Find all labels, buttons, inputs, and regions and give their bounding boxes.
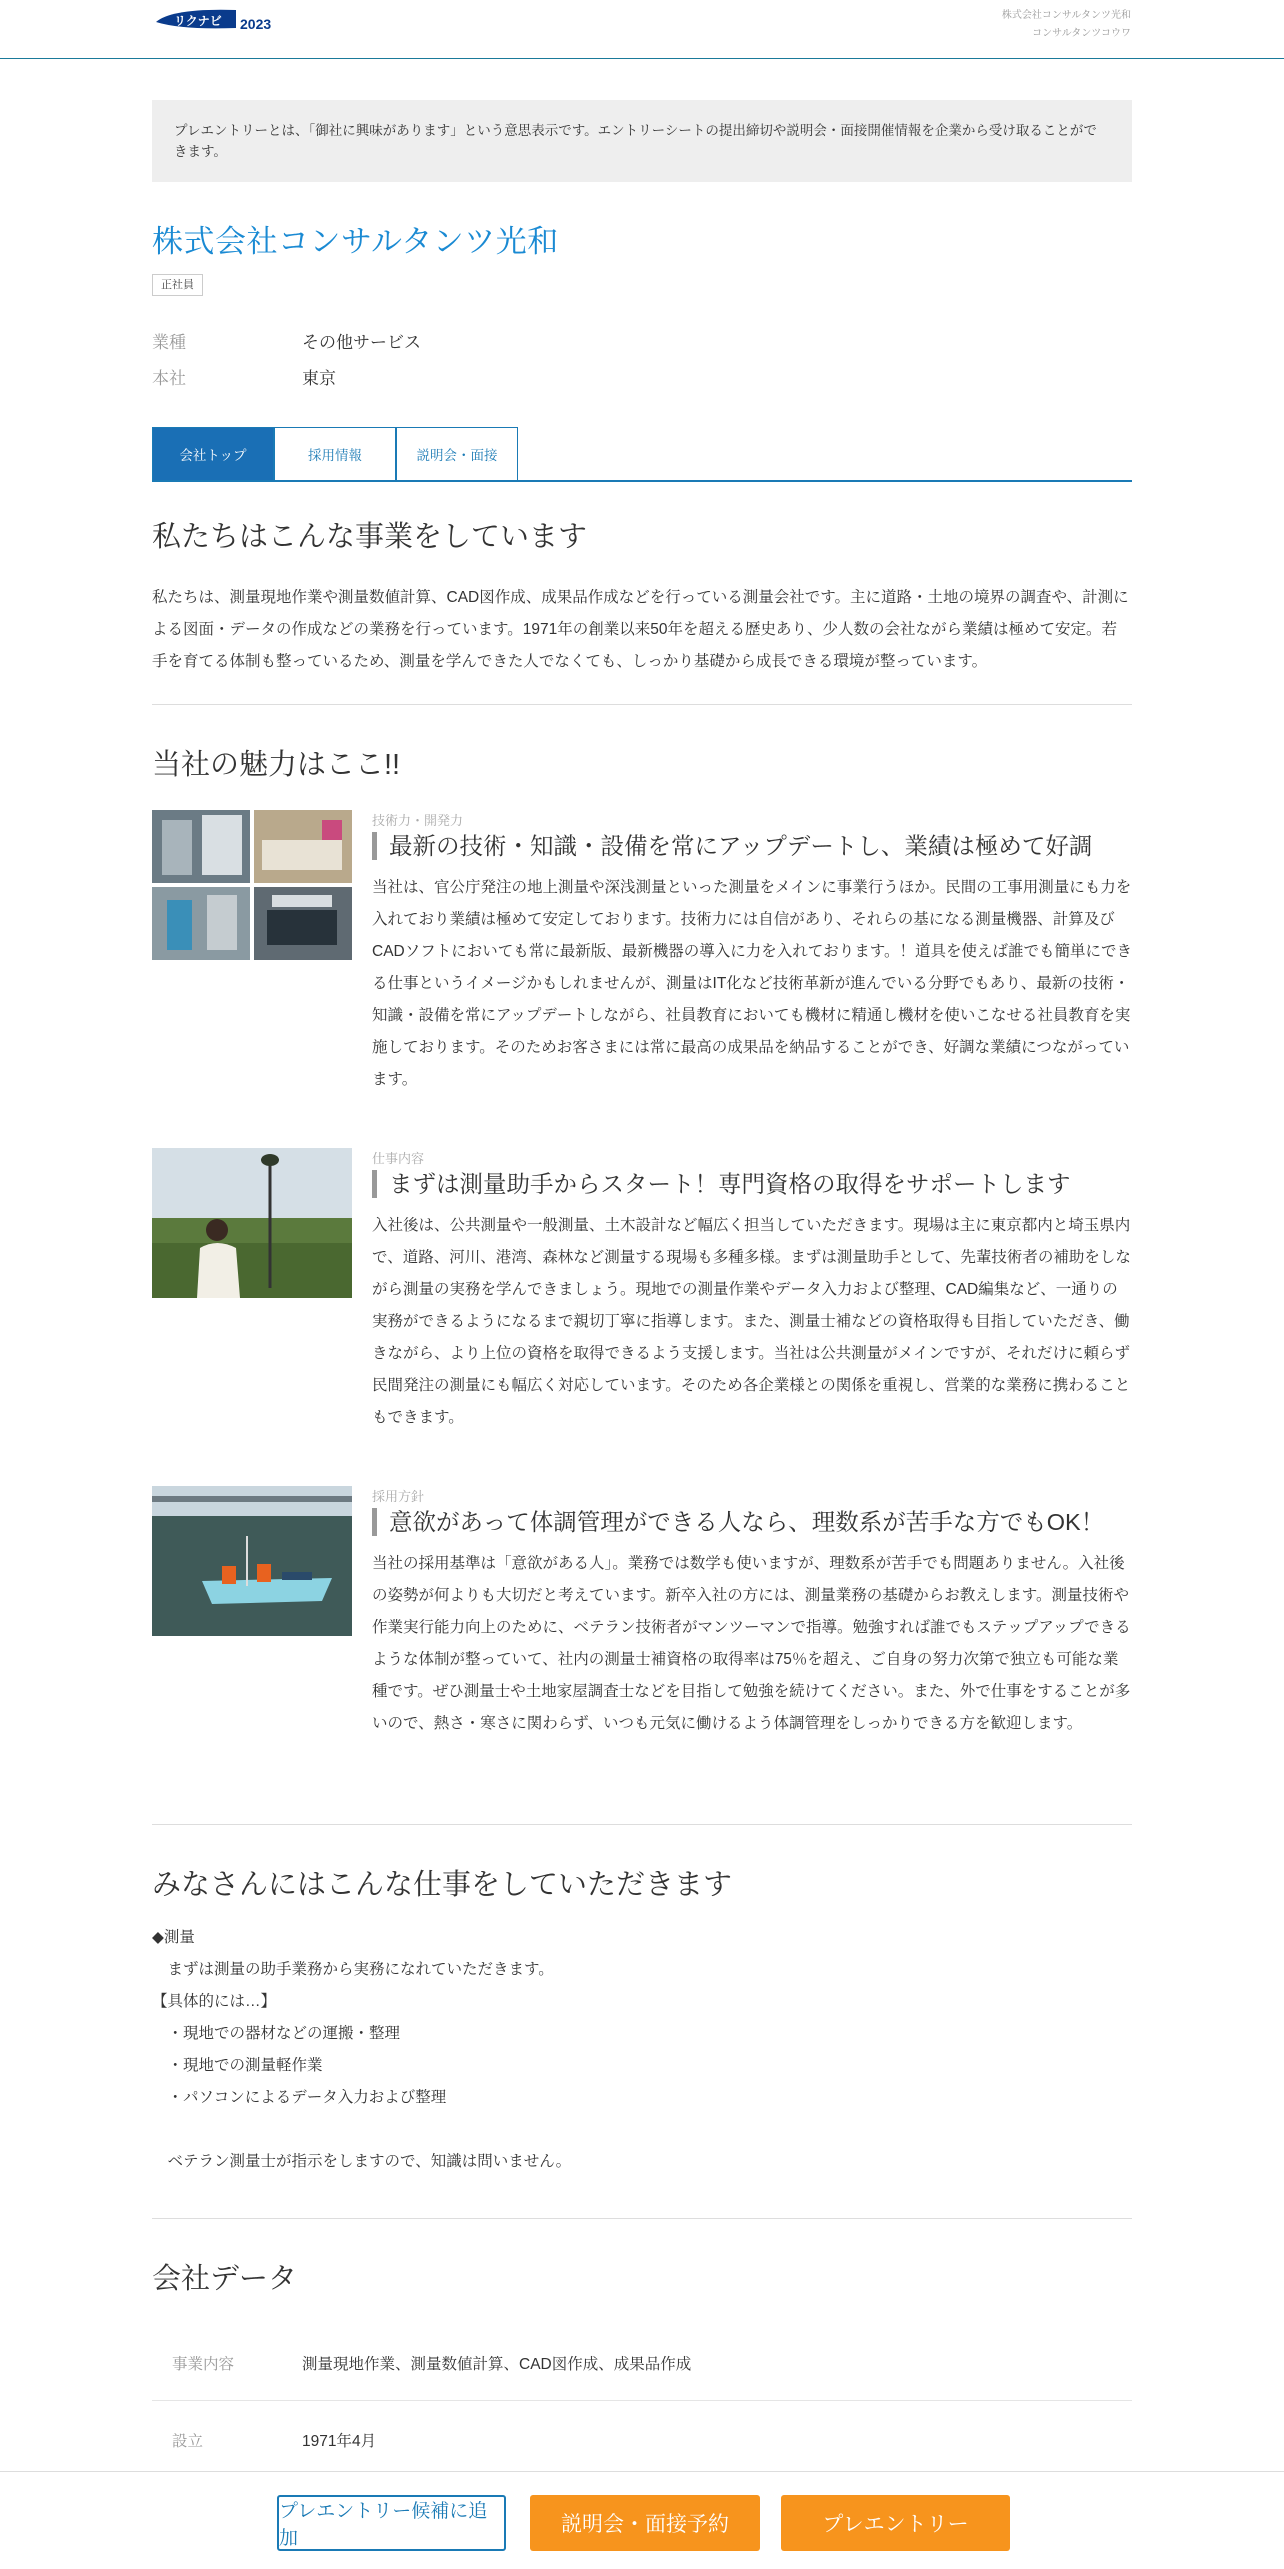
work-title: みなさんにはこんな仕事をしていただきます [152,1869,733,1901]
charm-heading: まずは測量助手からスタート！専門資格の取得をサポートします [372,1170,1071,1198]
work-line: ベテラン測量士が指示をしますので、知識は問いません。 [152,2153,572,2170]
data-value: 測量現地作業、測量数値計算、CAD図作成、成果品作成 [302,2356,692,2373]
data-row-founded [152,2401,1132,2478]
work-line: ・現地での器材などの運搬・整理 [152,2025,401,2042]
charm-heading: 最新の技術・知識・設備を常にアップデートし、業績は極めて好調 [372,832,1092,860]
business-title: 私たちはこんな事業をしています [152,521,588,553]
employment-badge: 正社員 [152,274,203,296]
header-company-info [1002,7,1131,43]
divider [152,1824,1132,1825]
data-row-business [152,2324,1132,2401]
charm-body: 入社後は、公共測量や一般測量、土木設計など幅広く担当していただきます。現場は主に東京都内と埼玉県内で、道路、河川、港湾、森林など測量する現場も多種多様。まずは測量助手として、先輩技術者の補助をしながら測量の実務を学んできましょう。現地での測量作業やデータ入力および整理、CAD編集など、一通りの実務ができるようになるまで親切丁寧に指導します。また、測量士補などの資格取得も目指していただき、働きながら、より上位の資格を取得できるよう支援します。当社は公共測量がメインですが、それだけに頼らず民間発注の測量にも幅広く対応しています。そのため各企業様との関係を重視し、営業的な業務に携わることもできます。 [372,1217,1131,1426]
tab-recruit-info[interactable]: 採用情報 [274,427,396,480]
logo-year: 2023 [240,16,272,32]
divider [152,2218,1132,2219]
pre-entry-button[interactable]: プレエントリー [781,2495,1010,2551]
industry-label: 業種 [152,333,186,352]
boat-survey-photo [152,1486,352,1636]
office-photo-grid [152,810,352,960]
divider [152,704,1132,705]
work-line: ◆測量 [152,1929,195,1946]
rikunabi-logo[interactable] [152,4,302,34]
work-description [152,1922,571,2178]
action-bar [0,2471,1284,2569]
charm-category: 技術力・開発力 [372,813,464,828]
work-line: ・現地での測量軽作業 [152,2057,323,2074]
header-company-kana: コンサルタンツコウワ [1032,28,1131,39]
data-label: 設立 [172,2433,204,2450]
work-line: まずは測量の助手業務から実務になれていただきます。 [152,1961,554,1978]
company-tabs [152,427,1132,482]
tab-company-top[interactable]: 会社トップ [152,427,274,480]
industry-value: その他サービス [302,333,421,352]
hq-label: 本社 [152,369,186,388]
site-header [0,0,1284,59]
svg-text:リクナビ: リクナビ [174,14,222,28]
company-title: 株式会社コンサルタンツ光和 [152,224,559,259]
charm-category: 採用方針 [372,1489,425,1504]
data-label: 事業内容 [172,2356,235,2373]
business-text: 私たちは、測量現地作業や測量数値計算、CAD図作成、成果品作成などを行っている測量会社です。主に道路・土地の境界の調査や、計測による図面・データの作成などの業務を行っています。1971年の創業以来50年を超える歴史あり、少人数の会社ながら業績は極めて安定。若手を育てる体制も整っているため、測量を学んできた人でなくても、しっかり基礎から成長できる環境が整っています。 [152,589,1129,670]
work-line: 【具体的には…】 [152,1993,277,2010]
charm-body: 当社の採用基準は「意欲がある人」。業務では数学も使いますが、理数系が苦手でも問題ありません。入社後の姿勢が何よりも大切だと考えています。新卒入社の方には、測量業務の基礎からお教えします。測量技術や作業実行能力向上のために、ベテラン技術者がマンツーマンで指導。勉強すれば誰でもステップアップできるような体制が整っていて、社内の測量士補資格の取得率は75％を超え、ご自身の努力次第で独立も可能な業種です。ぜひ測量士や土地家屋調査士などを目指して勉強を続けてください。また、外で仕事をすることが多いので、熱さ・寒さに関わらず、いつも元気に働けるよう体調管理をしっかりできる方を歓迎します。 [372,1555,1131,1732]
company-data-title: 会社データ [152,2263,298,2295]
work-line: ・パソコンによるデータ入力および整理 [152,2089,447,2106]
work-line [152,2114,571,2146]
data-value: 1971年4月 [302,2433,377,2450]
header-company-name: 株式会社コンサルタンツ光和 [1001,10,1131,21]
charm-heading: 意欲があって体調管理ができる人なら、理数系が苦手な方でもOK！ [372,1508,1104,1536]
charm-category: 仕事内容 [372,1151,425,1166]
surveyor-photo [152,1148,352,1298]
hq-value: 東京 [302,369,336,388]
tab-seminar[interactable]: 説明会・面接 [396,427,518,480]
charm-body: 当社は、官公庁発注の地上測量や深浅測量といった測量をメインに事業行うほか。民間の工事用測量にも力を入れており業績は極めて安定しております。技術力には自信があり、それらの基になる測量機器、計算及びCADソフトにおいても常に最新版、最新機器の導入に力を入れております。！道具を使えば誰でも簡単にできる仕事というイメージかもしれませんが、測量はIT化など技術革新が進んでいる分野でもあり、最新の技術・知識・設備を常にアップデートしながら、社員教育においても機材に精通し機材を使いこなせる社員教育を実施しております。そのためお客さまには常に最高の成果品を納品することができ、好調な業績につながっています。 [372,879,1132,1088]
seminar-reserve-button[interactable]: 説明会・面接予約 [530,2495,760,2551]
add-candidate-button[interactable]: プレエントリー候補に追加 [277,2495,506,2551]
pre-entry-notice: プレエントリーとは、「御社に興味があります」という意思表示です。エントリーシートの提出締切や説明会・面接開催情報を企業から受け取ることができます。 [152,100,1132,182]
charm-title: 当社の魅力はここ!! [152,749,401,781]
